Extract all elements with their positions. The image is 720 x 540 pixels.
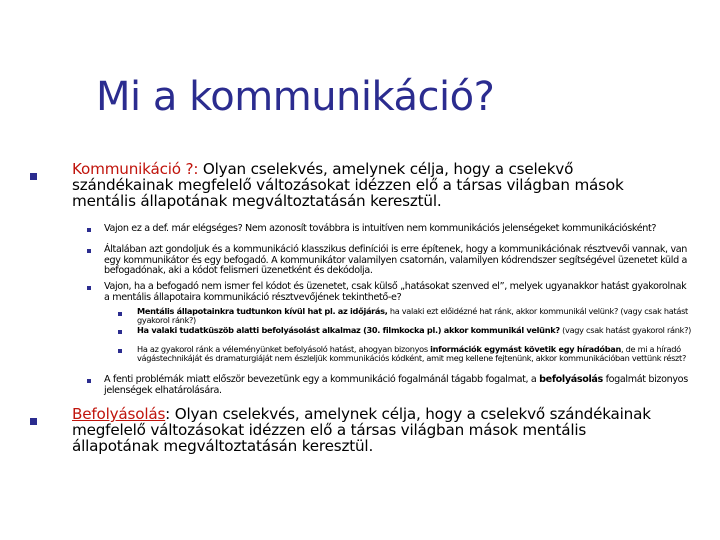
bullet-marker xyxy=(87,286,91,290)
sub-item-influence-concept xyxy=(104,375,694,396)
bullet-marker xyxy=(118,330,122,334)
sub-item-classic-definition: Általában azt gondoljuk és a kommunikáció klasszikus definíciói is erre építenek, hogy a kommunikációnak résztvevői vannak, van egy kommunikátor és egy befogadó. A kommunikátor valamilyen csatornán, valamilyen kódrendszer segítségével üzenetet küld a befogadónak, aki a kódot felismeri üzenetként és dekódolja. xyxy=(104,244,688,276)
sub-item-receiver-question: Vajon, ha a befogadó nem ismer fel kódot és üzenetet, csak külső „hatásokat szenved el”, melyek ugyanakkor hatást gyakorolnak a mentális állapotaira kommunikáció résztvevőjének tekinthető-e? xyxy=(104,281,687,303)
bullet-marker xyxy=(30,418,37,425)
term-befolyasolas: Befolyásolás xyxy=(72,405,166,423)
sub-item-question: Vajon ez a def. már elégséges? Nem azonosít továbbra is intuitíven nem kommunikációs jelenségeket kommunikációsként? xyxy=(104,223,657,234)
plain-text: Ha az gyakorol ránk a véleményünket befolyásoló hatást, ahogyan bizonyos xyxy=(137,344,431,354)
bullet-marker xyxy=(87,249,91,253)
subsub-item-subliminal xyxy=(137,326,702,335)
bold-text: Ha valaki tudatküszöb alatti befolyásolást alkalmaz (30. filmkocka pl.) akkor kommunikál velünk? xyxy=(137,325,560,335)
plain-text: A fenti problémák miatt először bevezetünk egy a kommunikáció fogalmánál tágabb fogalmat, a xyxy=(104,374,540,385)
plain-text: , de mi a híradó vágástechnikáját és dramaturgiáját nem észleljük kommunikációs kódként, amit meg kellene fejtenünk, akkor kommunikációban vettünk részt? xyxy=(137,344,687,364)
definition-text: Olyan cselekvés, amelynek célja, hogy a cselekvő szándékainak megfelelő változásokat idézzen elő a társas világban mások mentális állapotának megváltoztatásán keresztül. xyxy=(72,160,624,210)
subsub-item-news xyxy=(137,345,702,364)
bullet-marker xyxy=(118,349,122,353)
bold-text: Mentális állapotainkra tudtunkon kívül hat pl. az időjárás, xyxy=(137,306,388,316)
befolyasolas-definition xyxy=(72,406,672,454)
bullet-marker xyxy=(118,312,122,316)
plain-text: (vagy csak hatást gyakorol ránk?) xyxy=(559,325,692,335)
bold-text: befolyásolás xyxy=(539,374,603,385)
subsub-item-weather xyxy=(137,307,702,326)
bold-text: információk egymást követik egy híradóban xyxy=(430,344,622,354)
plain-text: fogalmát bizonyos jelenségek elhatárolására. xyxy=(104,374,688,396)
plain-text: ha valaki ezt előidézné hat ránk, akkor kommunikál velünk? (vagy csak hatást gyakorol ránk?) xyxy=(137,306,688,326)
bullet-marker xyxy=(30,173,37,180)
bullet-marker xyxy=(87,379,91,383)
definition-text: : Olyan cselekvés, amelynek célja, hogy a cselekvő szándékainak megfelelő változásokat idézzen elő a társas világban mások mentális állapotának megváltoztatásán keresztül. xyxy=(72,405,651,455)
term-kommunikacio: Kommunikáció ?: xyxy=(72,160,199,178)
slide-title: Mi a kommunikáció? xyxy=(96,74,495,120)
bullet-marker xyxy=(87,228,91,232)
kommunikacio-definition xyxy=(72,161,672,209)
